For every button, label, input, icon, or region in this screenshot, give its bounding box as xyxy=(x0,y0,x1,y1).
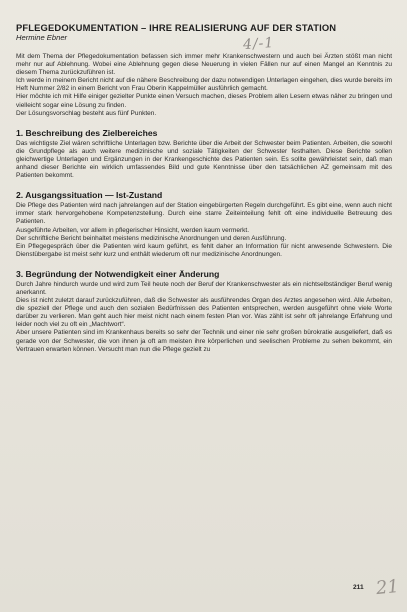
section-paragraph: Die Pflege des Patienten wird nach jahrelangen auf der Station eingebürgerten Regeln durchgeführt. Es gibt eine, wenn auch nicht immer stark hervorgehobene Kompetenzstellung. Durch eine starre Zeiteinteilung fehlt oft eine individuelle Betreuung des Patienten. xyxy=(16,202,392,226)
section-zielbereich xyxy=(16,128,392,180)
article xyxy=(16,22,392,354)
section-heading: 3. Begründung der Notwendigkeit einer Änderung xyxy=(16,268,220,279)
intro-paragraph: Ich werde in meinem Bericht nicht auf die nähere Beschreibung der dazu notwendigen Unterlagen eingehen, dies wurde bereits im Heft Nummer 2/82 in einem Bericht von Frau Oberin Kappelmüller ausführlich gemacht. xyxy=(16,77,392,93)
section-paragraph: Aber unsere Patienten sind im Krankenhaus bereits so sehr der Technik und einer nie sehr großen bürokratie ausgeliefert, daß es gerade von der Schwester, die von ihnen ja oft am meisten ihre körperlichen und seelischen Probleme zu sehen bekommt, ein Vertrauen erwarten können. Versucht man nun die Pflege gezielt zu xyxy=(16,329,392,353)
section-heading: 2. Ausgangssituation — Ist-Zustand xyxy=(16,190,163,201)
section-heading: 1. Beschreibung des Zielbereiches xyxy=(16,127,158,138)
article-title: PFLEGEDOKUMENTATION – IHRE REALISIERUNG AUF DER STATION xyxy=(16,22,337,33)
handwritten-annotation: 4/-1 xyxy=(242,34,275,54)
intro-paragraph: Hier möchte ich mit Hilfe einiger gezielter Punkte einen Versuch machen, dieses Problem allen Lesern etwas näher zu bringen und vielleicht sogar eine Lösung zu finden. xyxy=(16,93,392,109)
section-begruendung xyxy=(16,269,392,354)
section-paragraph: Der schriftliche Bericht beinhaltet meistens medizinische Anordnungen und deren Ausführung. xyxy=(16,234,287,242)
section-paragraph: Durch Jahre hindurch wurde und wird zum Teil heute noch der Beruf der Krankenschwester als ein nichtselbständiger Beruf wenig anerkannt. xyxy=(16,280,392,296)
intro-paragraph: Der Lösungsvorschlag besteht aus fünf Punkten. xyxy=(16,109,157,117)
section-paragraph: Das wichtigste Ziel wären schriftliche Unterlagen bzw. Berichte über die Arbeit der Schwester beim Patienten. Arbeiten, die sowohl die Grundpflege als auch weitere medizinische und soziale Tätigkeiten der Schwester festhalten. Diese Berichte sollen gleichwertige Unterlagen und Ergänzungen in der Krankengeschichte des Patienten sein. Es sollte gewährleistet sein, daß man anhand dieser Berichte ein wirklich umfassendes Bild und gute Kenntnisse über den tatsächlichen AZ gemeinsam mit des Patienten bekommt. xyxy=(16,139,392,180)
section-paragraph: Dies ist nicht zuletzt darauf zurückzuführen, daß die Schwester als ausführendes Organ des Arztes angesehen wird. Alle Arbeiten, die speziell der Pflege und auch den sozialen Bedürfnissen des Patienten entsprechen, werden ausgeführt ohne viele Worte darüber zu verlieren. Man geht auch hier meist nicht nach einem festen Plan vor. Was zählt ist sehr oft jahrelange Erfahrung und leider noch viel zu oft ein „Machtwort“. xyxy=(16,297,392,329)
section-paragraph: Ausgeführte Arbeiten, vor allem in pflegerischer Hinsicht, werden kaum vermerkt. xyxy=(16,226,250,234)
intro xyxy=(16,53,392,118)
article-author: Hermine Ebner xyxy=(16,33,68,42)
section-paragraph: Ein Pflegegespräch über die Patienten wird kaum geführt, es fehlt daher an Information für nicht anwesende Schwestern. Die Dienstübergabe ist meist sehr kurz und enthält wiederum oft nur medizinische Anordnungen. xyxy=(16,242,392,258)
intro-paragraph: Mit dem Thema der Pflegedokumentation befassen sich immer mehr Krankenschwestern und auch bei Ärzten stößt man nicht mehr nur auf Ablehnung. Wobei eine Ablehnung gegen diese Neuerung in vielen Fällen nur auf einen Mangel an Kenntnis zu diesem Thema zurückzuführen ist. xyxy=(16,53,392,77)
handwritten-page-mark: 21 xyxy=(374,575,400,600)
section-ausgangssituation xyxy=(16,190,392,259)
page-number: 211 xyxy=(353,584,364,591)
